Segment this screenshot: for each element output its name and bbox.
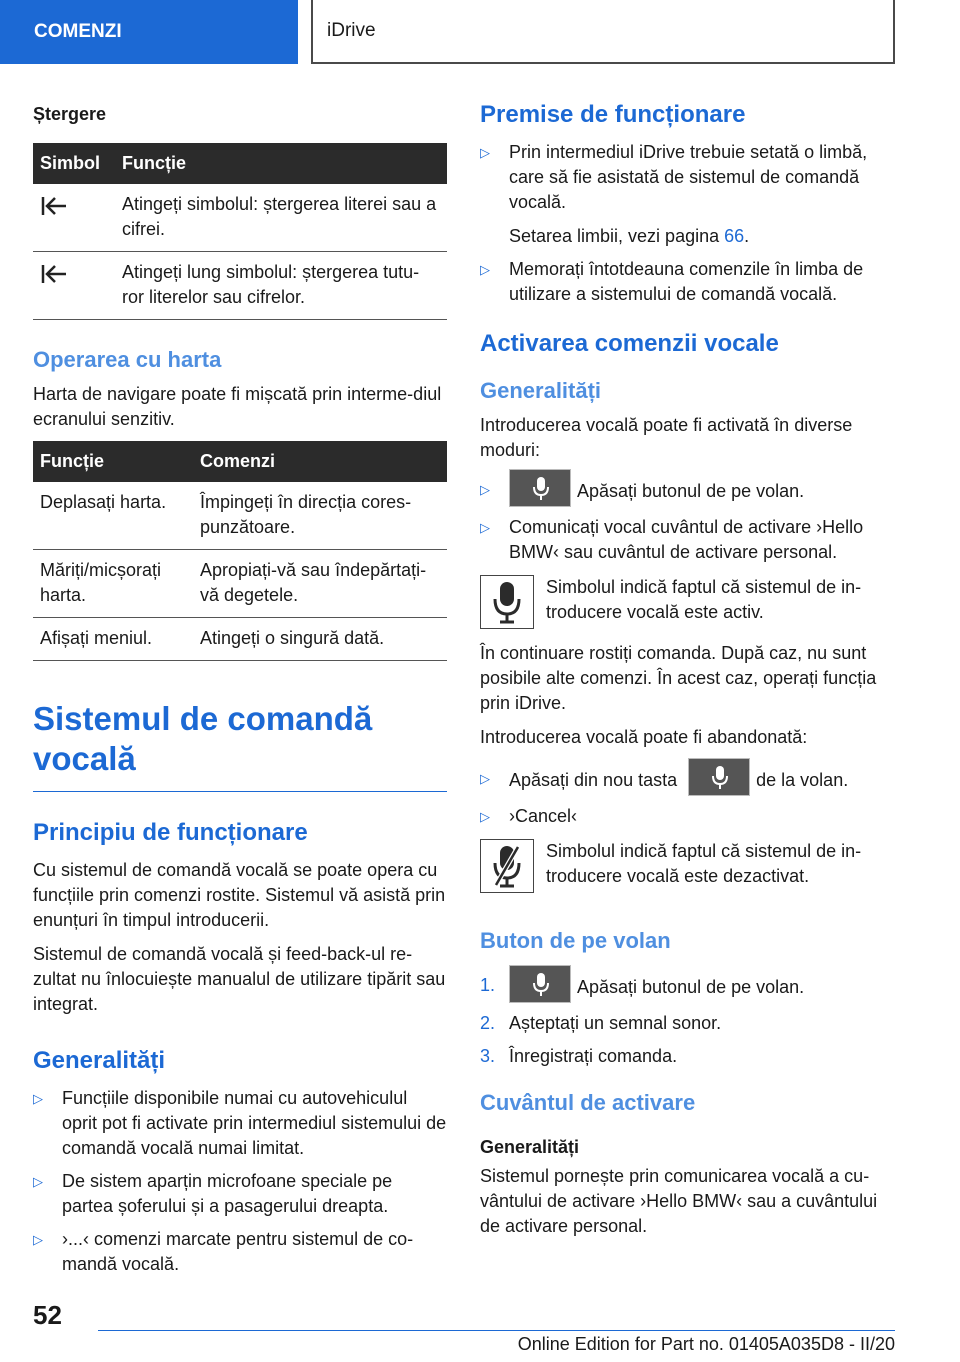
chapter-tab	[311, 0, 895, 64]
section-tab	[0, 0, 298, 64]
table-row	[33, 550, 447, 618]
delete-row-text: Atingeți simbolul: ștergerea literei sau a cifrei.	[115, 184, 447, 252]
map-cell: Atingeți o singură dată.	[193, 618, 447, 661]
left-column	[33, 100, 447, 1287]
abort-paragraph: Introducerea vocală poate fi abandonată:	[480, 727, 808, 747]
map-table	[33, 441, 447, 661]
table-row	[33, 184, 447, 252]
continue-paragraph: În continuare rostiți comanda. După caz, nu sunt posibile alte comenzi. În acest caz, operați funcția prin iDrive.	[480, 643, 877, 713]
bullet-triangle-icon: ▷	[480, 482, 490, 497]
map-cell: Apropiați-vă sau îndepărtați-vă degetele.	[193, 550, 447, 618]
list-item: ▷ Apăsați butonul de pe volan.	[480, 477, 896, 507]
delete-table-header-function: Funcție	[115, 143, 447, 184]
delete-table-header-symbol: Simbol	[33, 143, 115, 184]
footer-edition: Online Edition for Part no. 01405A035D8 - II/20	[98, 1330, 895, 1355]
bullet-triangle-icon: ▷	[480, 520, 490, 535]
microphone-button-icon	[509, 469, 571, 507]
general-intro: Introducerea vocală poate fi activată în diverse moduri:	[480, 415, 853, 460]
map-intro: Harta de navigare poate fi mișcată prin interme-diul ecranului senzitiv.	[33, 384, 442, 429]
principle-paragraph-2: Sistemul de comandă vocală și feed-back-ul re-zultat nu înlocuiește manualul de utilizare tipărit sau integrat.	[33, 944, 446, 1014]
page-link[interactable]: 66	[724, 226, 745, 246]
wake-subheading: Generalități	[480, 1137, 580, 1157]
abort-list	[480, 766, 896, 829]
section-title: COMENZI	[34, 21, 122, 42]
inactive-note: Simbolul indică faptul că sistemul de in-troducere vocală este dezactivat.	[480, 839, 896, 893]
list-item: 2. Așteptați un semnal sonor.	[480, 1013, 722, 1033]
list-item: ▷ ›...‹ comenzi marcate pentru sistemul de co-mandă vocală.	[33, 1229, 414, 1274]
microphone-off-icon	[480, 839, 534, 893]
list-item: ▷ Apăsați din nou tasta de la volan.	[480, 766, 896, 796]
wake-paragraph: Sistemul pornește prin comunicarea vocală a cu-vântului de activare ›Hello BMW‹ sau a cuvântului de activare personal.	[480, 1166, 878, 1236]
microphone-icon	[480, 575, 534, 629]
delete-table	[33, 143, 447, 320]
modes-list	[480, 477, 896, 565]
table-row	[33, 252, 447, 320]
bullet-triangle-icon: ▷	[480, 145, 490, 160]
microphone-button-icon	[688, 758, 750, 796]
delete-heading: Ștergere	[33, 104, 107, 124]
button-heading: Buton de pe volan	[480, 928, 671, 953]
list-item: ▷ Memorați întotdeauna comenzile în limba de utilizare a sistemului de comandă vocală.	[480, 259, 864, 304]
map-heading: Operarea cu harta	[33, 347, 222, 372]
general-heading-right: Generalități	[480, 378, 602, 403]
list-item: ▷ Prin intermediul iDrive trebuie setată o limbă, care să fie asistată de sistemul de comandă vocală. Setarea limbii, vezi pagina 66.	[480, 142, 868, 246]
list-item: ▷ ›Cancel‹	[480, 804, 896, 829]
bullet-triangle-icon: ▷	[33, 1091, 43, 1106]
prereq-list	[480, 140, 896, 307]
bullet-triangle-icon: ▷	[33, 1232, 43, 1247]
list-item: ▷ De sistem aparțin microfoane speciale pe partea șoferului și a pasagerului dreapta.	[33, 1171, 393, 1216]
prereq-heading: Premise de funcționare	[480, 101, 746, 128]
backspace-arrow-icon	[40, 264, 108, 284]
chapter-title: iDrive	[327, 20, 376, 41]
active-note: Simbolul indică faptul că sistemul de in-troducere vocală este activ.	[480, 575, 896, 629]
right-column	[480, 100, 896, 1248]
title-rule	[33, 791, 447, 792]
delete-row-text: Atingeți lung simbolul: ștergerea tutu-ror literelor sau cifrelor.	[115, 252, 447, 320]
voice-title-line1: Sistemul de comandă	[33, 700, 373, 737]
map-cell: Împingeți în direcția cores-punzătoare.	[193, 482, 447, 550]
map-table-header-commands: Comenzi	[193, 441, 447, 482]
table-row	[33, 618, 447, 661]
bullet-triangle-icon: ▷	[480, 771, 490, 786]
page-number: 52	[33, 1300, 62, 1330]
table-row	[33, 482, 447, 550]
map-table-header-function: Funcție	[33, 441, 193, 482]
general-heading-left: Generalități	[33, 1047, 166, 1074]
bullet-triangle-icon: ▷	[480, 809, 490, 824]
list-item: 3. Înregistrați comanda.	[480, 1046, 678, 1066]
list-item: ▷ Funcțiile disponibile numai cu autovehiculul oprit pot fi activate prin intermediul sistemului de comandă vocală numai limitat.	[33, 1088, 447, 1158]
list-item: ▷ Comunicați vocal cuvântul de activare ›Hello BMW‹ sau cuvântul de activare personal.	[480, 517, 864, 562]
map-cell: Afișați meniul.	[33, 618, 193, 661]
principle-paragraph-1: Cu sistemul de comandă vocală se poate opera cu funcțiile prin comenzi rostite. Sistemul vă asistă prin enunțuri în timpul introducerii.	[33, 860, 446, 930]
bullet-triangle-icon: ▷	[480, 262, 490, 277]
activation-heading: Activarea comenzii vocale	[480, 330, 779, 357]
voice-title-line2: vocală	[33, 740, 136, 777]
principle-heading: Principiu de funcționare	[33, 819, 308, 846]
backspace-arrow-icon	[40, 196, 108, 216]
map-cell: Măriți/micșorați harta.	[33, 550, 193, 618]
wake-heading: Cuvântul de activare	[480, 1090, 696, 1115]
bullet-triangle-icon: ▷	[33, 1174, 43, 1189]
map-cell: Deplasați harta.	[33, 482, 193, 550]
general-list	[33, 1086, 447, 1277]
steps-list	[480, 973, 896, 1069]
list-item: 1. Apăsați butonul de pe volan.	[480, 973, 896, 1003]
microphone-button-icon	[509, 965, 571, 1003]
